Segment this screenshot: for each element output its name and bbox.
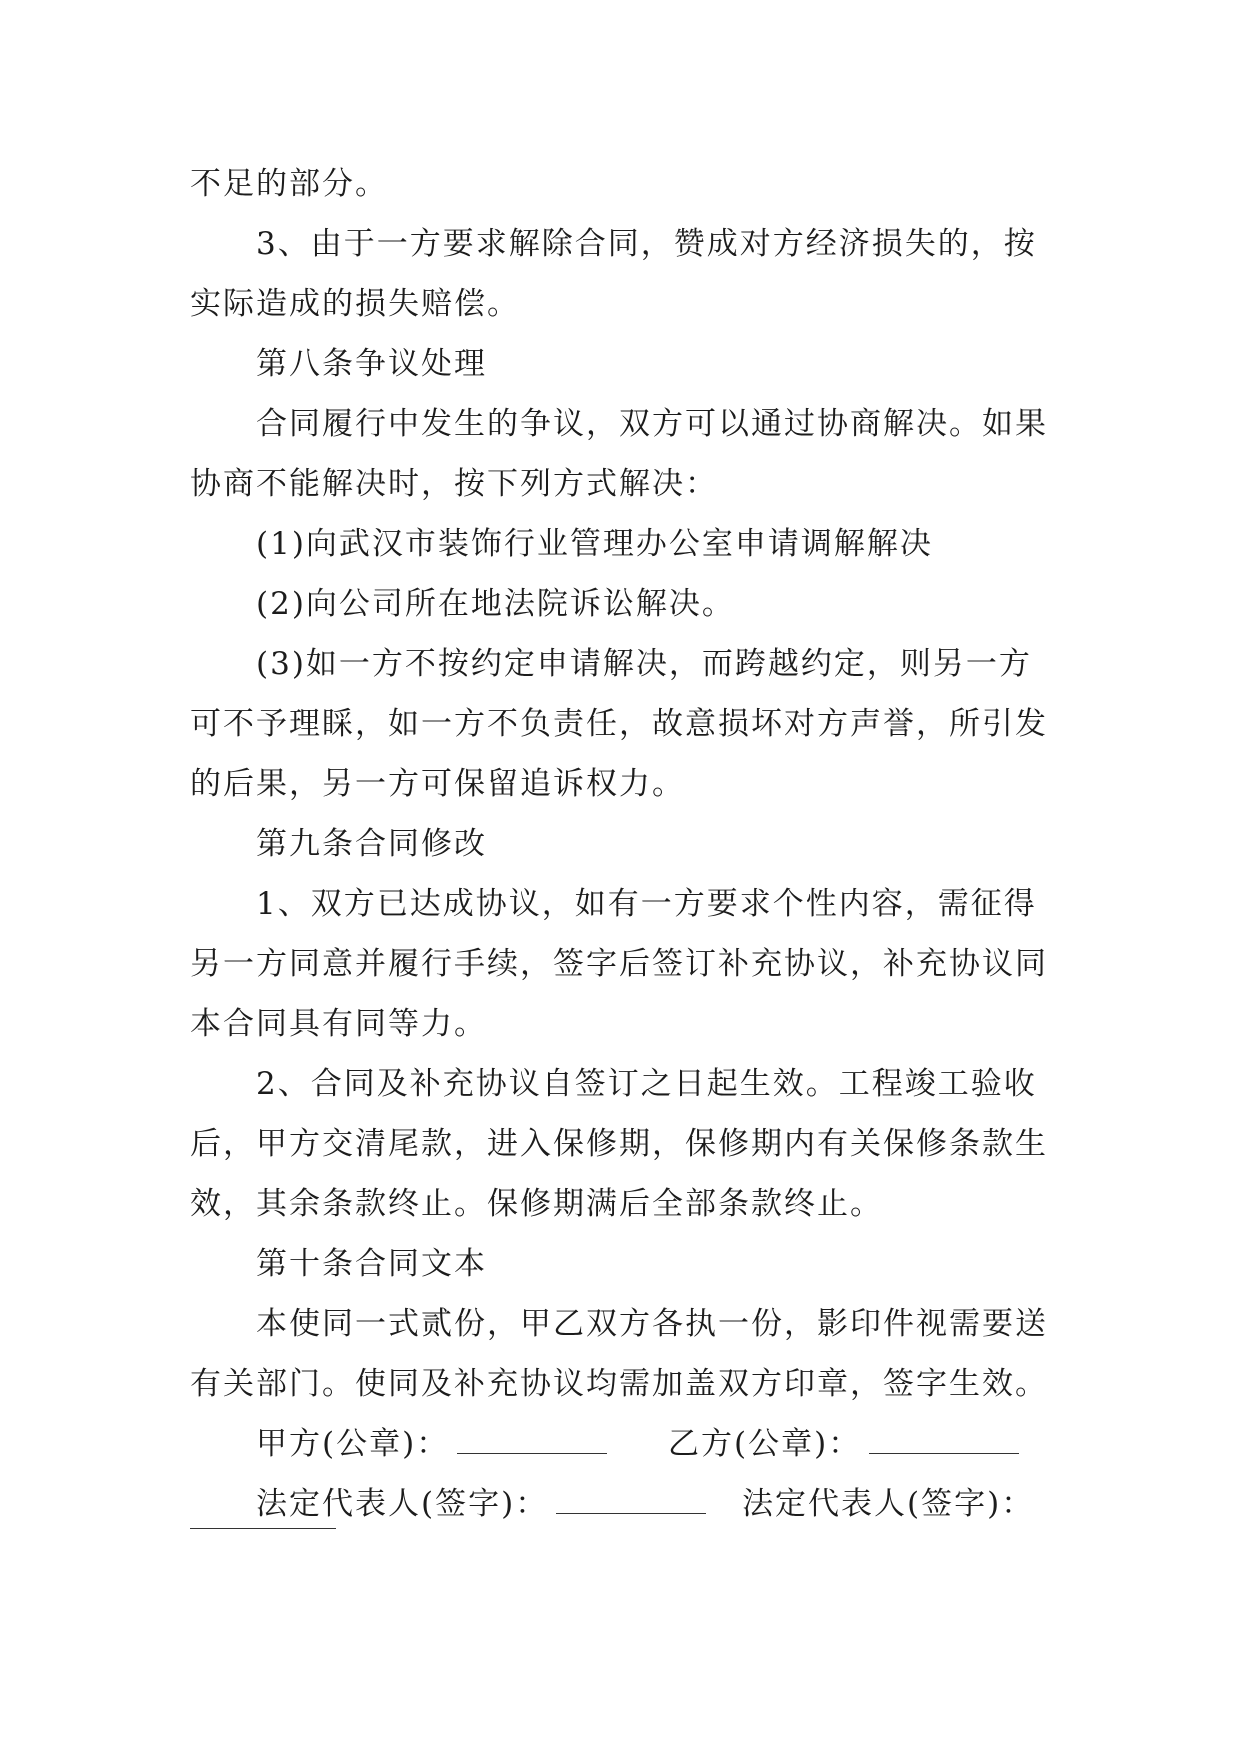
party-b-seal-blank[interactable]	[869, 1425, 1019, 1454]
party-a-rep-row	[256, 1484, 706, 1524]
dispute-option-3-line-3: 的后果，另一方可保留追诉权力。	[190, 766, 685, 802]
party-a-seal-label: 甲方(公章)：	[256, 1426, 450, 1462]
article-9-clause-1-line-1: 1、双方已达成协议，如有一方要求个性内容，需征得	[256, 886, 1037, 922]
article-8-para-line-1: 合同履行中发生的争议，双方可以通过协商解决。如果	[256, 406, 1048, 442]
article-9-heading: 第九条合同修改	[256, 826, 487, 862]
party-b-rep-label: 法定代表人(签字)：	[742, 1486, 1035, 1522]
dispute-option-2: (2)向公司所在地法院诉讼解决。	[256, 586, 735, 622]
party-b-seal-row	[668, 1424, 1019, 1464]
clause-3-line-2: 实际造成的损失赔偿。	[190, 286, 520, 322]
dispute-option-3-line-2: 可不予理睬，如一方不负责任，故意损坏对方声誉，所引发	[190, 706, 1048, 742]
article-9-clause-2-line-2: 后，甲方交清尾款，进入保修期，保修期内有关保修条款生	[190, 1126, 1048, 1162]
clause-3-line-1: 3、由于一方要求解除合同，赞成对方经济损失的，按	[256, 226, 1037, 262]
party-b-rep-blank[interactable]	[190, 1528, 336, 1529]
article-8-heading: 第八条争议处理	[256, 346, 487, 382]
party-a-seal-row	[256, 1424, 607, 1464]
party-a-seal-blank[interactable]	[457, 1425, 607, 1454]
article-9-clause-2-line-3: 效，其余条款终止。保修期满后全部条款终止。	[190, 1186, 883, 1222]
paragraph-line: 不足的部分。	[190, 166, 388, 202]
article-9-clause-1-line-3: 本合同具有同等力。	[190, 1006, 487, 1042]
party-b-seal-label: 乙方(公章)：	[668, 1426, 862, 1462]
party-a-rep-blank[interactable]	[556, 1485, 706, 1514]
dispute-option-1: (1)向武汉市装饰行业管理办公室申请调解解决	[256, 526, 933, 562]
article-9-clause-2-line-1: 2、合同及补充协议自签订之日起生效。工程竣工验收	[256, 1066, 1037, 1102]
dispute-option-3-line-1: (3)如一方不按约定申请解决，而跨越约定，则另一方	[256, 646, 1032, 682]
party-b-rep-row	[742, 1484, 1034, 1524]
article-9-clause-1-line-2: 另一方同意并履行手续，签字后签订补充协议，补充协议同	[190, 946, 1048, 982]
party-a-rep-label: 法定代表人(签字)：	[256, 1486, 549, 1522]
article-10-para-line-2: 有关部门。使同及补充协议均需加盖双方印章，签字生效。	[190, 1366, 1048, 1402]
article-10-heading: 第十条合同文本	[256, 1246, 487, 1282]
article-10-para-line-1: 本使同一式贰份，甲乙双方各执一份，影印件视需要送	[256, 1306, 1048, 1342]
article-8-para-line-2: 协商不能解决时，按下列方式解决：	[190, 466, 718, 502]
